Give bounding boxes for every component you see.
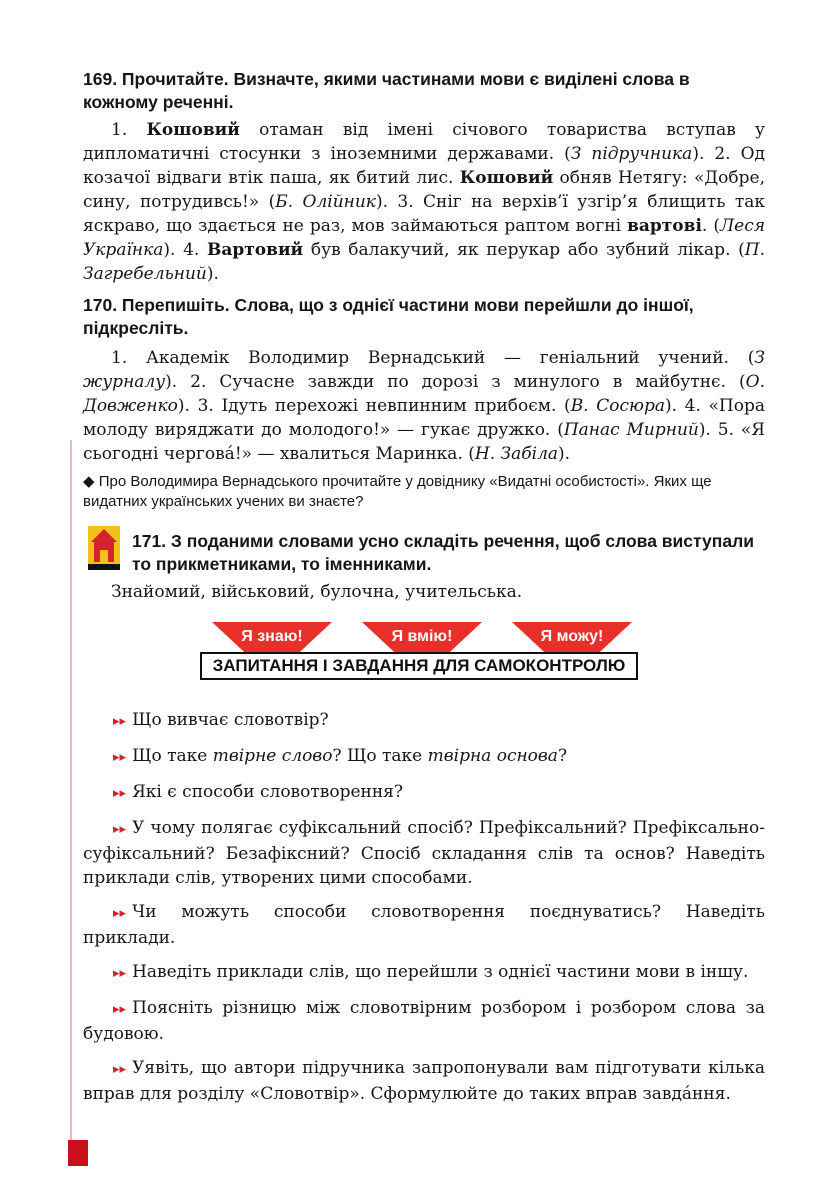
homework-house-icon <box>88 526 120 570</box>
exercise-169-heading: 169. Прочитайте. Визначте, якими частинами мови є виділені слова в кожному реченні. <box>83 69 690 112</box>
double-arrow-icon: ▸▸ <box>113 714 127 729</box>
question-item: ▸▸ Що таке твірне слово? Що таке твірна основа? <box>113 746 568 766</box>
page-edge-line <box>70 440 72 1160</box>
exercise-171-words: Знайомий, військовий, булочна, учительська. <box>111 582 523 602</box>
exercise-170-heading: 170. Перепишіть. Слова, що з однієї частини мови перейшли до іншої, підкресліть. <box>83 295 694 338</box>
double-arrow-icon: ▸▸ <box>113 750 127 765</box>
self-control-banner <box>200 622 640 694</box>
page-corner-marker <box>68 1140 88 1166</box>
banner-label-know: Я знаю! <box>241 628 303 645</box>
exercise-170-note: ◆ Про Володимира Вернадського прочитайте у довіднику «Видатні особистості». Яких ще видатних українських учених ви знаєте? <box>83 473 712 510</box>
double-arrow-icon: ▸▸ <box>113 1062 127 1077</box>
question-item: ▸▸ Поясніть різницю між словотвірним розбором і розбором слова за будовою. <box>83 998 765 1044</box>
banner-label-able: Я можу! <box>540 628 604 645</box>
double-arrow-icon: ▸▸ <box>113 822 127 837</box>
question-item: ▸▸ Уявіть, що автори підручника запропонували вам підготувати кілька вправ для розділу «Словотвір». Сформулюйте до таких вправ завдáння. <box>83 1058 765 1104</box>
exercise-171-heading: 171. З поданими словами усно складіть речення, щоб слова виступали то прикметниками, то іменниками. <box>132 531 754 574</box>
question-item: ▸▸ У чому полягає суфіксальний спосіб? Префіксальний? Префіксально-суфіксальний? Безафіксний? Спосіб складання слів та основ? Наведіть приклади слів, утворених цими способами. <box>83 818 765 888</box>
question-item: ▸▸ Наведіть приклади слів, що перейшли з однієї частини мови в іншу. <box>113 962 749 982</box>
double-arrow-icon: ▸▸ <box>113 906 127 921</box>
double-arrow-icon: ▸▸ <box>113 1002 127 1017</box>
self-control-title: ЗАПИТАННЯ І ЗАВДАННЯ ДЛЯ САМОКОНТРОЛЮ <box>200 652 638 680</box>
self-control-questions <box>83 708 765 1116</box>
double-arrow-icon: ▸▸ <box>113 966 127 981</box>
question-item: ▸▸ Чи можуть способи словотворення поєднуватись? Наведіть приклади. <box>83 902 765 948</box>
double-arrow-icon: ▸▸ <box>113 786 127 801</box>
exercise-170-text: 1. Академік Володимир Вернадський — геніальний учений. (З журналу). 2. Сучасне завжди по дорозі з минулого в майбутнє. (О. Довженко). 3. Ідуть перехожі невпинним прибоєм. (В. Сосюра). 4. «Пора молоду виряджати до молодого!» — гукає дружко. (Панас Мирний). 5. «Я сьогодні черговá!» — хвалиться Маринка. (Н. Забіла). <box>83 348 765 464</box>
question-item: ▸▸ Що вивчає словотвір? <box>113 710 329 730</box>
exercise-169-text: 1. Кошовий отаман від імені січового товариства вступав у дипломатичні стосунки з іноземними державами. (З підручника). 2. Од козачої відваги втік паша, як битий лис. Кошовий обняв Нетягу: «Добре, сину, потрудивсь!» (Б. Олійник). 3. Сніг на верхів’ї узгір’я блищить так яскраво, що здається не раз, мов займаються раптом вогні вартові. (Леся Українка). 4. Вартовий був балакучий, як перукар або зубний лікар. (П. Загребельний). <box>83 120 766 284</box>
banner-label-can: Я вмію! <box>391 628 453 645</box>
question-item: ▸▸ Які є способи словотворення? <box>113 782 404 802</box>
